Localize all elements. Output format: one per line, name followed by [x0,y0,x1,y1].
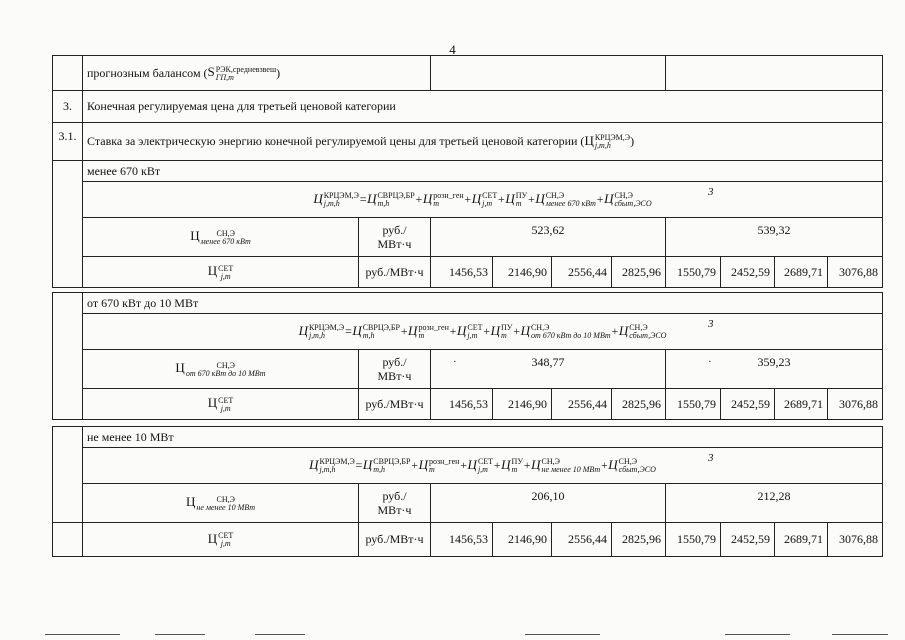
symbol-base: Ц [309,456,319,472]
symbol-base: Ц [531,456,541,472]
plus-sign: + [414,192,423,206]
paren: ) [630,134,635,148]
value: 3076,88 [839,396,878,411]
value: 2146,90 [508,264,547,279]
superscript: СН,Э [614,191,633,201]
symbol-base: Ц [520,322,530,338]
price-formula [82,181,883,218]
symbol-base: Ц [207,530,218,546]
symbol-indices [619,458,656,474]
subscript: сбыт,ЭСО [629,331,667,341]
section31-num [52,122,83,161]
superscript: СВРЦЭ,БР [373,457,411,467]
network-value [774,522,828,557]
network-value [551,388,612,420]
scan-artifact-line [45,634,120,635]
symbol-indices [546,192,596,208]
symbol-indices [542,458,601,474]
term-infrastructure [491,323,513,340]
superscript: СЕТ [218,395,234,405]
allowance-value-b [665,217,883,257]
section-title: Конечная регулируемая цена для третьей ценовой категории [87,99,396,113]
scan-artifact-line [525,634,600,635]
symbol-base: Ц [618,322,629,338]
superscript: СН,Э [216,228,235,238]
section31-title [82,122,883,161]
equals-sign: = [358,192,368,206]
prev-row-label: прогнозным балансом ( [87,65,208,80]
subscript: от 670 кВт до 10 МВт [530,331,611,341]
value-b: 539,32 [757,223,791,237]
symbol-base: Ц [175,360,185,376]
price-formula [82,313,883,350]
subscript: j,m [220,539,231,549]
symbol-base: Ц [505,190,515,206]
superscript: КРЦЭМ,Э [323,191,359,201]
section-number: 3. [63,99,72,113]
value: 2825,96 [622,532,661,546]
allowance-symbol [186,494,255,511]
subscript: j,m,h [308,331,325,341]
term-network [468,457,494,474]
symbol-base: Ц [422,190,433,206]
value: 1456,53 [449,264,488,279]
symbol-base: Ц [535,190,545,206]
network-value [611,388,666,420]
network-value [720,522,775,557]
formula-lhs [309,457,355,474]
scan-artifact-line [725,634,790,635]
term-retail-gen [408,323,449,340]
network-name [82,388,359,420]
symbol-base: Ц [352,322,362,338]
symbol-base: Ц [604,190,614,206]
network-symbol [208,531,234,548]
symbol-indices [377,192,414,208]
network-value [430,388,493,420]
term-infrastructure [505,191,527,208]
allowance-name [82,217,359,257]
allowance-name [82,483,359,523]
superscript: СЕТ [467,323,483,333]
network-symbol [208,395,234,412]
symbol-indices [629,324,666,340]
symbol-indices [373,458,410,474]
value: 1550,79 [677,264,716,279]
plus-sign: + [523,458,532,472]
section-title: Ставка за электрическую энергию конечной регулируемой цены для третьей ценовой категории ( [87,134,585,148]
value: 2689,71 [784,532,823,546]
network-name [82,256,359,288]
symbol-indices [482,192,497,208]
allowance-value-b [665,483,883,523]
voltage-label [82,160,883,182]
allowance-symbol [175,360,265,377]
symbol-indices [531,324,611,340]
subscript: j,m [467,331,478,341]
term-sales-allowance [521,323,611,340]
superscript: СЕТ [477,457,494,467]
symbol-base: Ц [501,456,511,472]
superscript: КРЦЭМ,Э [594,133,631,143]
value-a: 523,62 [531,223,565,237]
network-value [665,256,721,288]
allowance-value-a [430,217,666,257]
term-sales-allowance [531,457,600,474]
symbol-indices [418,324,448,340]
balance-symbol [208,64,277,81]
symbol-indices [320,458,355,474]
superscript: СН,Э [541,457,560,467]
network-name [82,522,359,557]
symbol-base: Ц [207,263,218,279]
row-num-cell [52,426,83,523]
network-value [611,256,666,288]
term-wholesale [352,323,400,340]
symbol-indices [467,324,482,340]
superscript: розн_ген [433,191,464,201]
symbol-indices [512,458,523,474]
value: 2689,71 [784,264,823,279]
formula-lhs [299,323,345,340]
term-retail-gen [423,191,464,208]
symbol-base: Ц [418,456,428,472]
value: 3076,88 [839,264,878,279]
subscript: m [511,465,518,475]
symbol-base: Ц [313,190,323,206]
symbol-indices [429,458,459,474]
formula-lhs [313,191,359,208]
scan-dot: · [453,356,457,368]
term-wholesale [363,457,411,474]
row-num-cell [52,160,83,288]
network-value [774,256,828,288]
equals-sign: = [354,458,363,472]
superscript: КРЦЭМ,Э [308,323,345,333]
network-value [827,388,883,420]
scan-dot: · [708,356,712,368]
superscript: СВРЦЭ,БР [362,323,400,333]
allowance-unit [358,349,431,389]
subscript: сбыт,ЭСО [618,465,656,475]
value: 2452,59 [731,396,770,411]
plus-sign: + [527,192,536,206]
symbol-indices [614,192,651,208]
symbol-indices [478,458,493,474]
network-symbol [208,263,234,280]
symbol-indices [324,192,359,208]
subscript: менее 670 кВт [200,236,251,246]
superscript: РЭК,средневзвеш [215,64,277,74]
subscript: j,m [220,271,231,281]
allowance-value-b [665,349,883,389]
block-label: от 670 кВт до 10 МВт [87,295,199,310]
subscript: j,m [477,465,488,475]
superscript: СН,Э [216,360,235,370]
value-b: 212,28 [757,489,791,503]
network-value [551,256,612,288]
subscript: сбыт,ЭСО [614,199,652,209]
symbol-indices [516,192,527,208]
unit-line: руб./ [382,222,407,237]
value: 2452,59 [731,264,770,279]
value: 2556,44 [568,264,607,279]
value-a: 206,10 [531,489,565,503]
prev-row-value-a [430,55,666,91]
prev-row-value-b [665,55,883,91]
row-num-cell [52,292,83,420]
plus-sign: + [459,458,468,472]
term-sales-eso [604,191,652,208]
value: 2825,96 [622,396,661,411]
plus-sign: + [493,458,502,472]
plus-sign: + [410,458,419,472]
network-value [611,522,666,557]
paren: ) [276,65,281,80]
superscript: розн_ген [428,457,460,467]
plus-sign: + [600,458,609,472]
symbol-base: Ц [207,395,218,411]
network-value [827,522,883,557]
superscript: КРЦЭМ,Э [319,457,355,467]
value: 2146,90 [508,396,547,411]
subscript: j,m,h [594,141,611,151]
term-network [472,191,498,208]
footnote-mark: 3 [708,186,714,198]
term-sales-eso [608,457,656,474]
network-value [430,256,493,288]
price-formula [82,447,883,484]
allowance-value-a [430,483,666,523]
superscript: ПУ [501,323,513,333]
plus-sign: + [595,192,605,206]
term-wholesale [367,191,415,208]
network-value [720,256,775,288]
symbol-indices [216,66,276,82]
plus-sign: + [399,324,409,338]
term-infrastructure [501,457,523,474]
symbol-base: S [207,64,215,80]
network-value [492,522,552,557]
superscript: СН,Э [216,494,235,504]
symbol-indices [218,532,233,548]
symbol-indices [309,324,344,340]
plus-sign: + [482,324,491,338]
symbol-indices [218,265,233,281]
subscript: j,m,h [319,465,336,475]
symbol-indices [363,324,400,340]
symbol-base: Ц [584,132,594,148]
value: 1550,79 [677,532,716,546]
scan-artifact-line [155,634,205,635]
allowance-unit [358,483,431,523]
value: 1550,79 [677,396,716,411]
network-value [492,388,552,420]
subscript: m,h [373,465,386,475]
plus-sign: + [448,324,457,338]
term-sales-allowance [535,191,596,208]
symbol-indices [201,230,251,246]
subscript: m [433,199,439,209]
superscript: СН,Э [530,323,550,333]
subscript: m,h [362,331,375,341]
allowance-symbol [190,228,251,245]
symbol-base: Ц [367,190,377,206]
network-value [665,522,721,557]
symbol-base: Ц [457,322,467,338]
network-value [551,522,612,557]
network-value [430,522,493,557]
voltage-label [82,292,883,314]
term-network [457,323,483,340]
page-number: 4 [449,42,456,57]
section3-num [52,90,83,123]
unit-line: руб./ [382,488,407,503]
symbol-indices [186,362,266,378]
network-value [665,388,721,420]
unit: руб./МВт·ч [365,396,424,411]
section-number: 3.1. [58,129,77,143]
subscript: менее 670 кВт [545,199,596,209]
subscript: не менее 10 МВт [541,465,601,475]
superscript: ПУ [511,457,523,467]
superscript: СН,Э [618,457,638,467]
block-label: менее 670 кВт [87,163,161,178]
superscript: СН,Э [629,323,648,333]
row-num-cell [52,55,83,91]
subscript: m [501,331,507,341]
value: 2452,59 [731,532,770,546]
rate-symbol [584,133,630,150]
scan-artifact-line [832,634,888,635]
subscript: m [515,199,522,209]
section3-title [82,90,883,123]
value-a: 348,77 [531,355,565,369]
subscript: не менее 10 МВт [196,502,256,512]
voltage-label [82,426,883,448]
allowance-value-a [430,349,666,389]
value: 2689,71 [784,396,823,411]
network-value [492,256,552,288]
unit-line: МВт·ч [377,237,412,251]
unit: руб./МВт·ч [365,264,424,279]
subscript: j,m [220,403,231,413]
unit-line: МВт·ч [377,503,412,517]
symbol-indices [501,324,512,340]
plus-sign: + [497,192,506,206]
symbol-base: Ц [471,190,482,206]
footnote-mark: 3 [708,452,714,464]
network-value [720,388,775,420]
value: 2556,44 [568,396,607,411]
plus-sign: + [610,324,619,338]
equals-sign: = [344,324,353,338]
block-label: не менее 10 МВт [87,429,174,444]
superscript: СВРЦЭ,БР [377,191,415,201]
network-unit [358,388,431,420]
unit-line: МВт·ч [377,369,412,383]
network-value [774,388,828,420]
unit: руб./МВт·ч [365,532,424,546]
plus-sign: + [512,324,521,338]
symbol-base: Ц [185,494,196,510]
network-unit [358,522,431,557]
subscript: m [418,331,425,341]
value: 2556,44 [568,532,607,546]
superscript: СЕТ [482,191,498,201]
subscript: j,m [482,199,493,209]
row-num-cell [52,522,83,557]
value: 2825,96 [622,264,661,279]
term-sales-eso [619,323,667,340]
subscript: от 670 кВт до 10 МВт [185,368,266,378]
superscript: СН,Э [545,191,565,201]
symbol-base: Ц [408,322,418,338]
symbol-base: Ц [467,456,477,472]
superscript: СЕТ [218,263,234,273]
value: 3076,88 [839,532,878,546]
symbol-base: Ц [362,456,373,472]
footnote-mark: 3 [708,318,714,330]
prev-row-text [82,55,431,91]
subscript: ГП,m [215,72,234,82]
value: 1456,53 [449,396,488,411]
allowance-unit [358,217,431,257]
symbol-indices [218,397,233,413]
symbol-base: Ц [490,322,500,338]
superscript: розн_ген [418,323,449,333]
allowance-name [82,349,359,389]
symbol-indices [433,192,463,208]
subscript: m,h [377,199,390,209]
symbol-indices [196,496,255,512]
symbol-base: Ц [298,322,308,338]
superscript: ПУ [515,191,528,201]
value: 1456,53 [449,532,488,546]
plus-sign: + [463,192,472,206]
symbol-indices [595,134,630,150]
network-unit [358,256,431,288]
scan-artifact-line [255,634,305,635]
value: 2146,90 [508,532,547,546]
superscript: СЕТ [218,531,234,541]
unit-line: руб./ [382,354,407,369]
term-retail-gen [419,457,460,474]
symbol-base: Ц [190,228,200,244]
subscript: j,m,h [323,199,340,209]
value-b: 359,23 [757,355,791,369]
network-value [827,256,883,288]
subscript: m [428,465,435,475]
symbol-base: Ц [608,456,618,472]
